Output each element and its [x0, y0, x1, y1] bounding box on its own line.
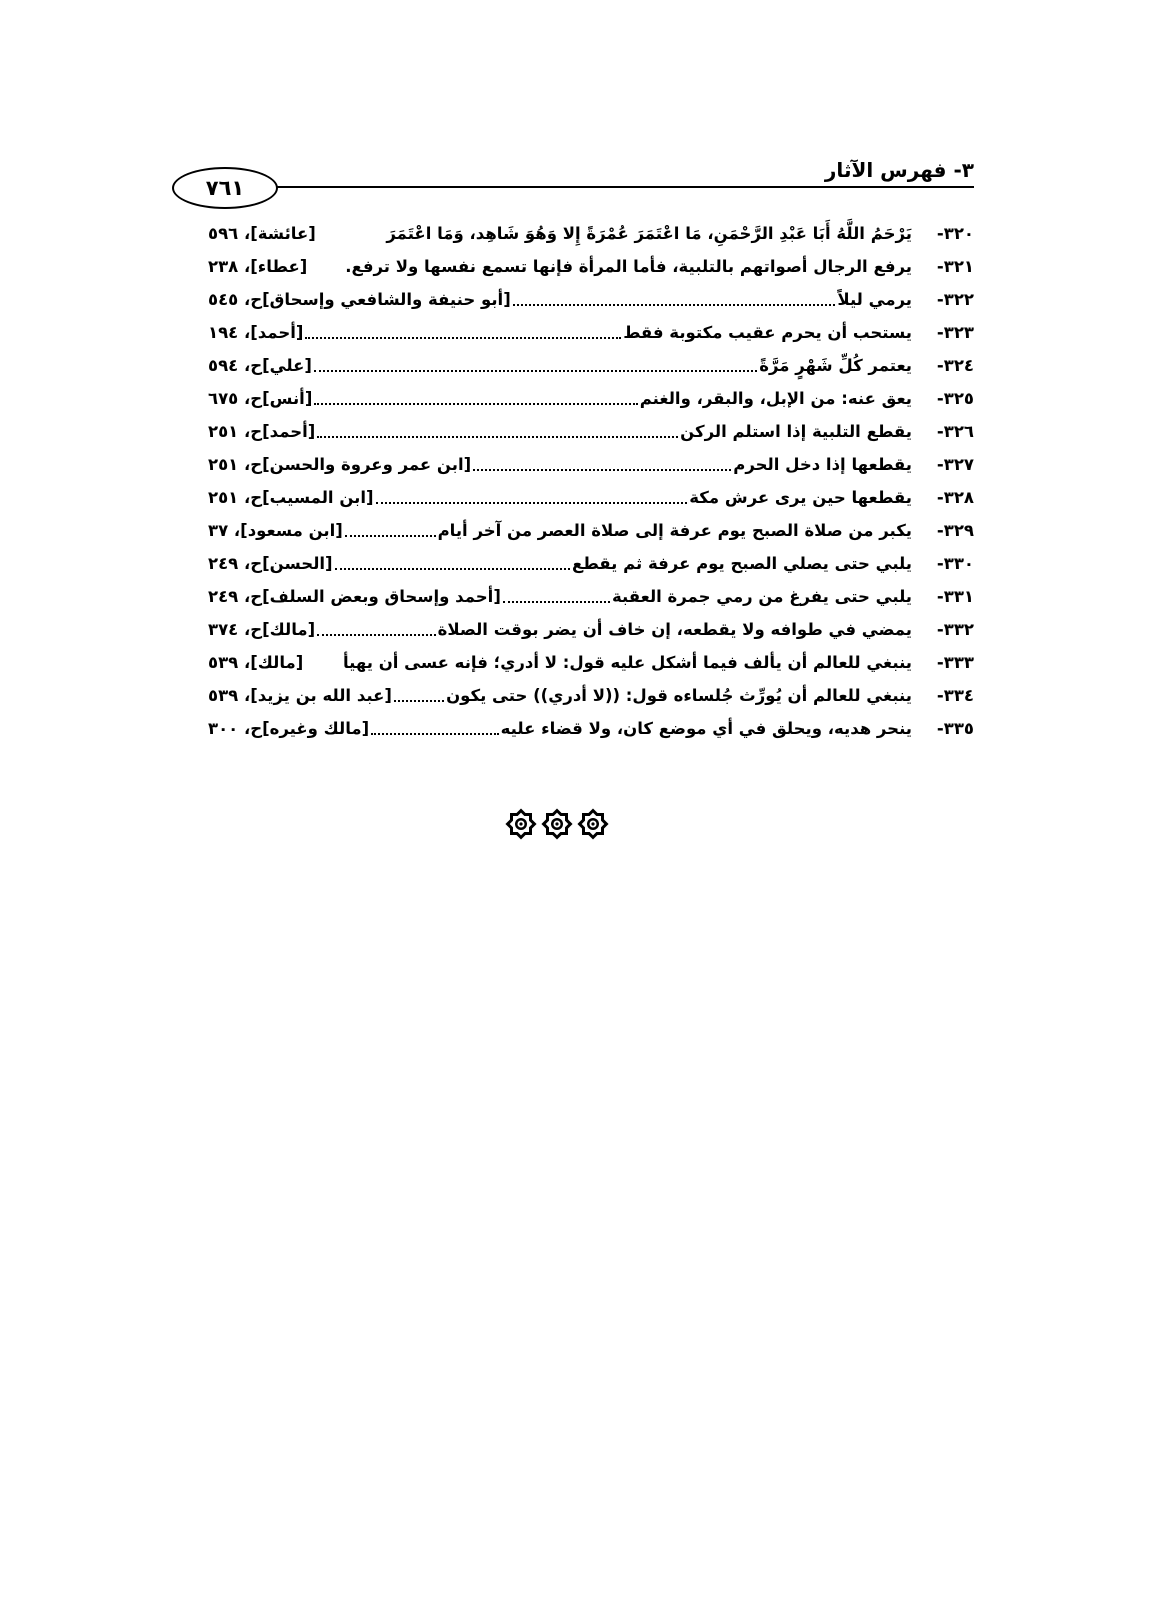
entry-text: يمضي في طوافه ولا يقطعه، إن خاف أن يضر بوقت الصلاة: [437, 620, 912, 639]
index-entry: [208, 712, 974, 745]
entry-text: يقطع التلبية إذا استلم الركن: [680, 422, 912, 441]
leader-dots: [314, 403, 637, 405]
leader-dots: [317, 436, 678, 438]
index-entry: [208, 646, 974, 679]
header-rule: [262, 186, 974, 188]
entry-text: ينحر هديه، ويحلق في أي موضع كان، ولا قضاء عليه: [500, 719, 912, 738]
entry-text: ينبغي للعالم أن يُورِّث جُلساءه قول: ((لا أدري)) حتى يكون: [446, 686, 912, 705]
entry-source: [مالك وغيره]ح، ٣٠٠: [208, 719, 370, 738]
leader-dots: [314, 370, 757, 372]
entry-source: [ابن مسعود]، ٣٧: [208, 521, 343, 540]
entry-source: [مالك]، ٥٣٩: [208, 653, 304, 672]
entry-number: ٣٣٤-: [936, 686, 974, 705]
entry-source: [أحمد]، ١٩٤: [208, 323, 304, 342]
leader-dots: [394, 700, 444, 702]
entry-number: ٣٢٤-: [936, 356, 974, 375]
leader-dots: [376, 502, 688, 504]
index-entry: [208, 481, 974, 514]
entry-text: يلبي حتى يصلي الصبح يوم عرفة ثم يقطع: [571, 554, 912, 573]
entry-source: [ابن عمر وعروة والحسن]ح، ٢٥١: [208, 455, 472, 474]
index-entry: [208, 679, 974, 712]
entry-source: [علي]ح، ٥٩٤: [208, 356, 312, 375]
star-octagon-ornament-icon: [505, 808, 537, 840]
index-entry: [208, 316, 974, 349]
index-entries: [208, 217, 974, 745]
index-entry: [208, 283, 974, 316]
index-entry: [208, 382, 974, 415]
index-entry: [208, 349, 974, 382]
leader-dots: [513, 304, 836, 306]
index-entry: [208, 514, 974, 547]
entry-text: يعتمر كُلِّ شَهْرٍ مَرَّةً: [759, 356, 912, 375]
entry-source: [عبد الله بن يزيد]، ٥٣٩: [208, 686, 392, 705]
entry-source: [أبو حنيفة والشافعي وإسحاق]ح، ٥٤٥: [208, 290, 511, 309]
entry-number: ٣٢٩-: [936, 521, 974, 540]
entry-text: يرفع الرجال أصواتهم بالتلبية، فأما المرأة فإنها تسمع نفسها ولا ترفع.: [345, 257, 912, 276]
leader-dots: [473, 469, 731, 471]
entry-source: [أحمد وإسحاق وبعض السلف]ح، ٢٤٩: [208, 587, 501, 606]
section-title: ٣- فهرس الآثار: [824, 158, 974, 182]
entry-source: [ابن المسيب]ح، ٢٥١: [208, 488, 374, 507]
index-entry: [208, 547, 974, 580]
entry-number: ٣٣٢-: [936, 620, 974, 639]
star-octagon-ornament-icon: [577, 808, 609, 840]
leader-dots: [317, 634, 435, 636]
entry-source: [أحمد]ح، ٢٥١: [208, 422, 316, 441]
index-entry: [208, 217, 974, 250]
index-entry: [208, 448, 974, 481]
index-entry: [208, 613, 974, 646]
entry-text: يرمي ليلاً: [837, 290, 912, 309]
leader-dots: [345, 535, 436, 537]
leader-dots: [371, 733, 498, 735]
entry-number: ٣٢٦-: [936, 422, 974, 441]
entry-text: ينبغي للعالم أن يألف فيما أشكل عليه قول: لا أدري؛ فإنه عسى أن يهيأ: [342, 653, 912, 672]
entry-number: ٣٢٣-: [936, 323, 974, 342]
leader-dots: [335, 568, 570, 570]
entry-number: ٣٣٥-: [936, 719, 974, 738]
entry-text: يقطعها إذا دخل الحرم: [733, 455, 912, 474]
entry-number: ٣٢٢-: [936, 290, 974, 309]
entry-text: يستحب أن يحرم عقيب مكتوبة فقط: [623, 323, 912, 342]
entry-number: ٣٢٠-: [936, 224, 974, 243]
entry-number: ٣٣٠-: [936, 554, 974, 573]
entry-source: [مالك]ح، ٣٧٤: [208, 620, 316, 639]
entry-number: ٣٢٨-: [936, 488, 974, 507]
index-entry: [208, 415, 974, 448]
index-entry: [208, 250, 974, 283]
entry-text: يَرْحَمُ اللَّهُ أَبَا عَبْدِ الرَّحْمَنِ، مَا اعْتَمَرَ عُمْرَةً إِلا وَهُوَ شَاهِد، وَمَا اعْتَمَرَ: [386, 224, 912, 243]
entry-source: [الحسن]ح، ٢٤٩: [208, 554, 333, 573]
entry-source: [أنس]ح، ٦٧٥: [208, 389, 313, 408]
entry-text: يكبر من صلاة الصبح يوم عرفة إلى صلاة العصر من آخر أيام: [437, 521, 912, 540]
star-octagon-ornament-icon: [541, 808, 573, 840]
entry-number: ٣٣١-: [936, 587, 974, 606]
entry-source: [عطاء]، ٢٣٨: [208, 257, 308, 276]
entry-number: ٣٢٥-: [936, 389, 974, 408]
entry-number: ٣٢٧-: [936, 455, 974, 474]
entry-text: يعق عنه: من الإبل، والبقر، والغنم: [639, 389, 912, 408]
entry-source: [عائشة]، ٥٩٦: [208, 224, 316, 243]
entry-text: يقطعها حين يرى عرش مكة: [689, 488, 912, 507]
page-number: ٧٦١: [172, 167, 278, 209]
leader-dots: [305, 337, 621, 339]
entry-number: ٣٢١-: [936, 257, 974, 276]
section-end-ornament: [505, 808, 609, 840]
entry-text: يلبي حتى يفرغ من رمي جمرة العقبة: [612, 587, 912, 606]
entry-number: ٣٣٣-: [936, 653, 974, 672]
leader-dots: [503, 601, 610, 603]
index-entry: [208, 580, 974, 613]
